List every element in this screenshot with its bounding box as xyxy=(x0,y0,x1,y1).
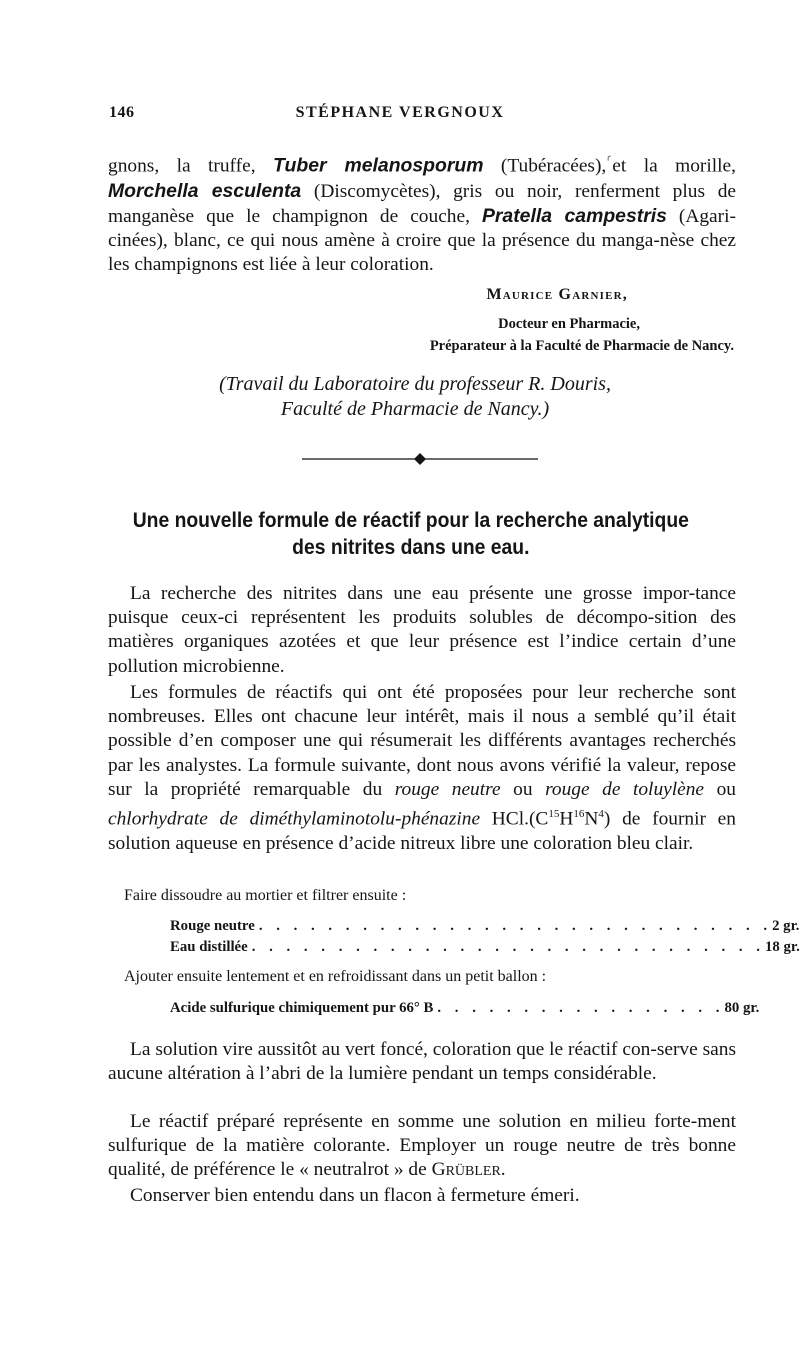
species-tuber: Tuber melanosporum xyxy=(273,154,484,177)
instruction-dissolve: Faire dissoudre au mortier et filtrer ensuite : xyxy=(124,887,407,904)
article-title xyxy=(34,507,788,561)
lab-credit xyxy=(0,372,800,422)
species-morchella: Morchella esculenta xyxy=(108,179,302,202)
instruction-add: Ajouter ensuite lentement et en refroidissant dans un petit ballon : xyxy=(124,968,547,985)
article-title-line1: Une nouvelle formule de réactif pour la recherche analytique xyxy=(132,509,689,532)
article-title-line2: des nitrites dans une eau. xyxy=(292,536,530,559)
page-number: 146 xyxy=(109,104,135,121)
recipe-row: Eau distillée . . . . . . . . . . . . . . . . . . . . . . . . . . . . . . 18 gr. xyxy=(170,939,800,955)
paragraph-3: La solution vire aussitôt au vert foncé, coloration que le réactif con-serve sans aucune altération à l’abri de la lumière pendant un temps considérable. xyxy=(108,1039,736,1085)
paragraph-5: Conserver bien entendu dans un flacon à fermeture émeri. xyxy=(130,1185,580,1206)
author-name: Maurice Garnier, xyxy=(486,286,628,303)
name-grubler: Grübler xyxy=(431,1159,501,1181)
author-title: Docteur en Pharmacie, xyxy=(498,316,640,332)
recipe-table-2 xyxy=(170,1000,760,1021)
recipe-row: Acide sulfurique chimiquement pur 66° B . . . . . . . . . . . . . . . . . 80 gr. xyxy=(170,1000,760,1016)
recipe-table-1 xyxy=(170,918,800,960)
print-artifact: ⸂ xyxy=(606,153,613,167)
recipe-row: Rouge neutre . . . . . . . . . . . . . . . . . . . . . . . . . . . . . . 2 gr. xyxy=(170,918,800,934)
author-role: Préparateur à la Faculté de Pharmacie de Nancy. xyxy=(429,338,734,354)
lab-credit-line1: (Travail du Laboratoire du professeur R. Douris, xyxy=(219,373,611,395)
running-title: STÉPHANE VERGNOUX xyxy=(295,104,505,121)
paragraph-1: La recherche des nitrites dans une eau présente une grosse impor-tance puisque ceux-ci représentent les produits solubles de décompo-sition des matières organiques azotées et que leur présence est l’indice certain d’une pollution microbienne. xyxy=(108,583,736,677)
intro-paragraph: gnons, la truffe, Tuber melanosporum (Tubéracées),⸂et la morille, Morchella esculenta (Discomycètes), gris ou noir, renferment plus de manganèse que le champignon de couche, Pratella campestris (Agari-cinées), blanc, ce qui nous amène à croire que la présence du manga-nèse chez les champignons est liée à leur coloration. xyxy=(108,153,736,276)
species-pratella: Pratella campestris xyxy=(481,204,667,227)
section-divider xyxy=(302,452,538,466)
lab-credit-line2: Faculté de Pharmacie de Nancy.) xyxy=(280,398,550,420)
paragraph-4: Le réactif préparé représente en somme une solution en milieu forte-ment sulfurique de la matière colorante. Employer un rouge neutre de très bonne qualité, de préférence le « neutralrot » de Grübler. xyxy=(108,1111,736,1181)
paragraph-2: Les formules de réactifs qui ont été proposées pour leur recherche sont nombreuses. Elles ont chacune leur intérêt, mais il nous a semblé qu’il était possible d’en composer une qui résumerait les différents avantages recherchés par les analystes. La formule suivante, dont nous avons vérifié la valeur, repose sur la propriété remarquable du rouge neutre ou rouge de toluylène ou chlorhydrate de diméthylaminotolu-phénazine $HCl.(C^{15}H^{16}N^4)$ de fournir en solution aqueuse en présence d’acide nitreux libre une coloration bleu clair. xyxy=(108,682,736,854)
